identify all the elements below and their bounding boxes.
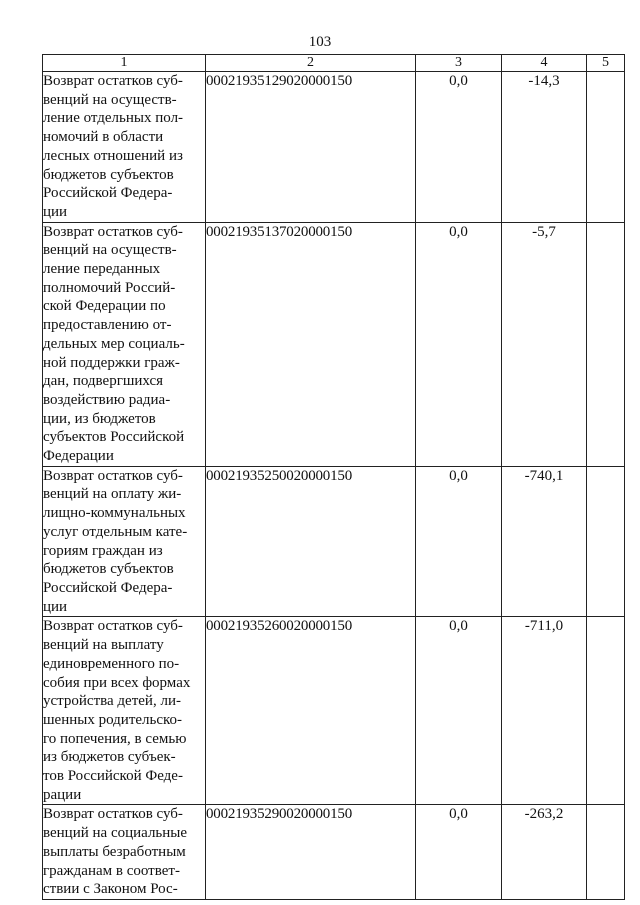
row-col4-cell: -740,1 — [502, 466, 587, 617]
row-name-cell: Возврат остатков суб- венций на социальные выплаты безработным гражданам в соответ- ствии с Законом Рос- — [43, 805, 206, 900]
row-code-cell: 00021935137020000150 — [206, 222, 416, 466]
row-name-cell: Возврат остатков суб- венций на оплату жи- лищно-коммунальных услуг отдельным кате- гориям граждан из бюджетов субъектов Российской Федера- ции — [43, 466, 206, 617]
row-col5-cell — [587, 466, 625, 617]
budget-table — [42, 54, 625, 900]
row-col3-cell: 0,0 — [416, 805, 502, 900]
row-code-cell: 00021935290020000150 — [206, 805, 416, 900]
row-code-cell: 00021935129020000150 — [206, 72, 416, 223]
row-col4-cell: -5,7 — [502, 222, 587, 466]
row-col3-cell: 0,0 — [416, 466, 502, 617]
header-row — [43, 55, 625, 72]
table-row — [43, 222, 625, 466]
row-col3-cell: 0,0 — [416, 222, 502, 466]
column-header: 2 — [206, 55, 416, 72]
column-header: 5 — [587, 55, 625, 72]
row-name-cell: Возврат остатков суб- венций на выплату единовременного по- собия при всех формах устройства детей, ли- шенных родительско- го попечения, в семью из бюджетов субъек- тов Российской Феде- рации — [43, 617, 206, 805]
row-col3-cell: 0,0 — [416, 72, 502, 223]
row-col4-cell: -263,2 — [502, 805, 587, 900]
table-row — [43, 617, 625, 805]
column-header: 4 — [502, 55, 587, 72]
row-col3-cell: 0,0 — [416, 617, 502, 805]
row-col5-cell — [587, 222, 625, 466]
row-name-cell: Возврат остатков суб- венций на осуществ- ление переданных полномочий Россий- ской Федерации по предоставлению от- дельных мер социаль- ной поддержки граж- дан, подвергшихся воздействию радиа- ции, из бюджетов субъектов Российской Федерации — [43, 222, 206, 466]
table-row — [43, 72, 625, 223]
table-row — [43, 805, 625, 900]
row-col5-cell — [587, 72, 625, 223]
row-col5-cell — [587, 617, 625, 805]
row-code-cell: 00021935250020000150 — [206, 466, 416, 617]
row-code-cell: 00021935260020000150 — [206, 617, 416, 805]
row-name-cell: Возврат остатков суб- венций на осуществ- ление отдельных пол- номочий в области лесных отношений из бюджетов субъектов Российской Федера- ции — [43, 72, 206, 223]
page-number: 103 — [308, 34, 332, 50]
row-col4-cell: -14,3 — [502, 72, 587, 223]
table-row — [43, 466, 625, 617]
column-header: 3 — [416, 55, 502, 72]
row-col4-cell: -711,0 — [502, 617, 587, 805]
column-header: 1 — [43, 55, 206, 72]
row-col5-cell — [587, 805, 625, 900]
